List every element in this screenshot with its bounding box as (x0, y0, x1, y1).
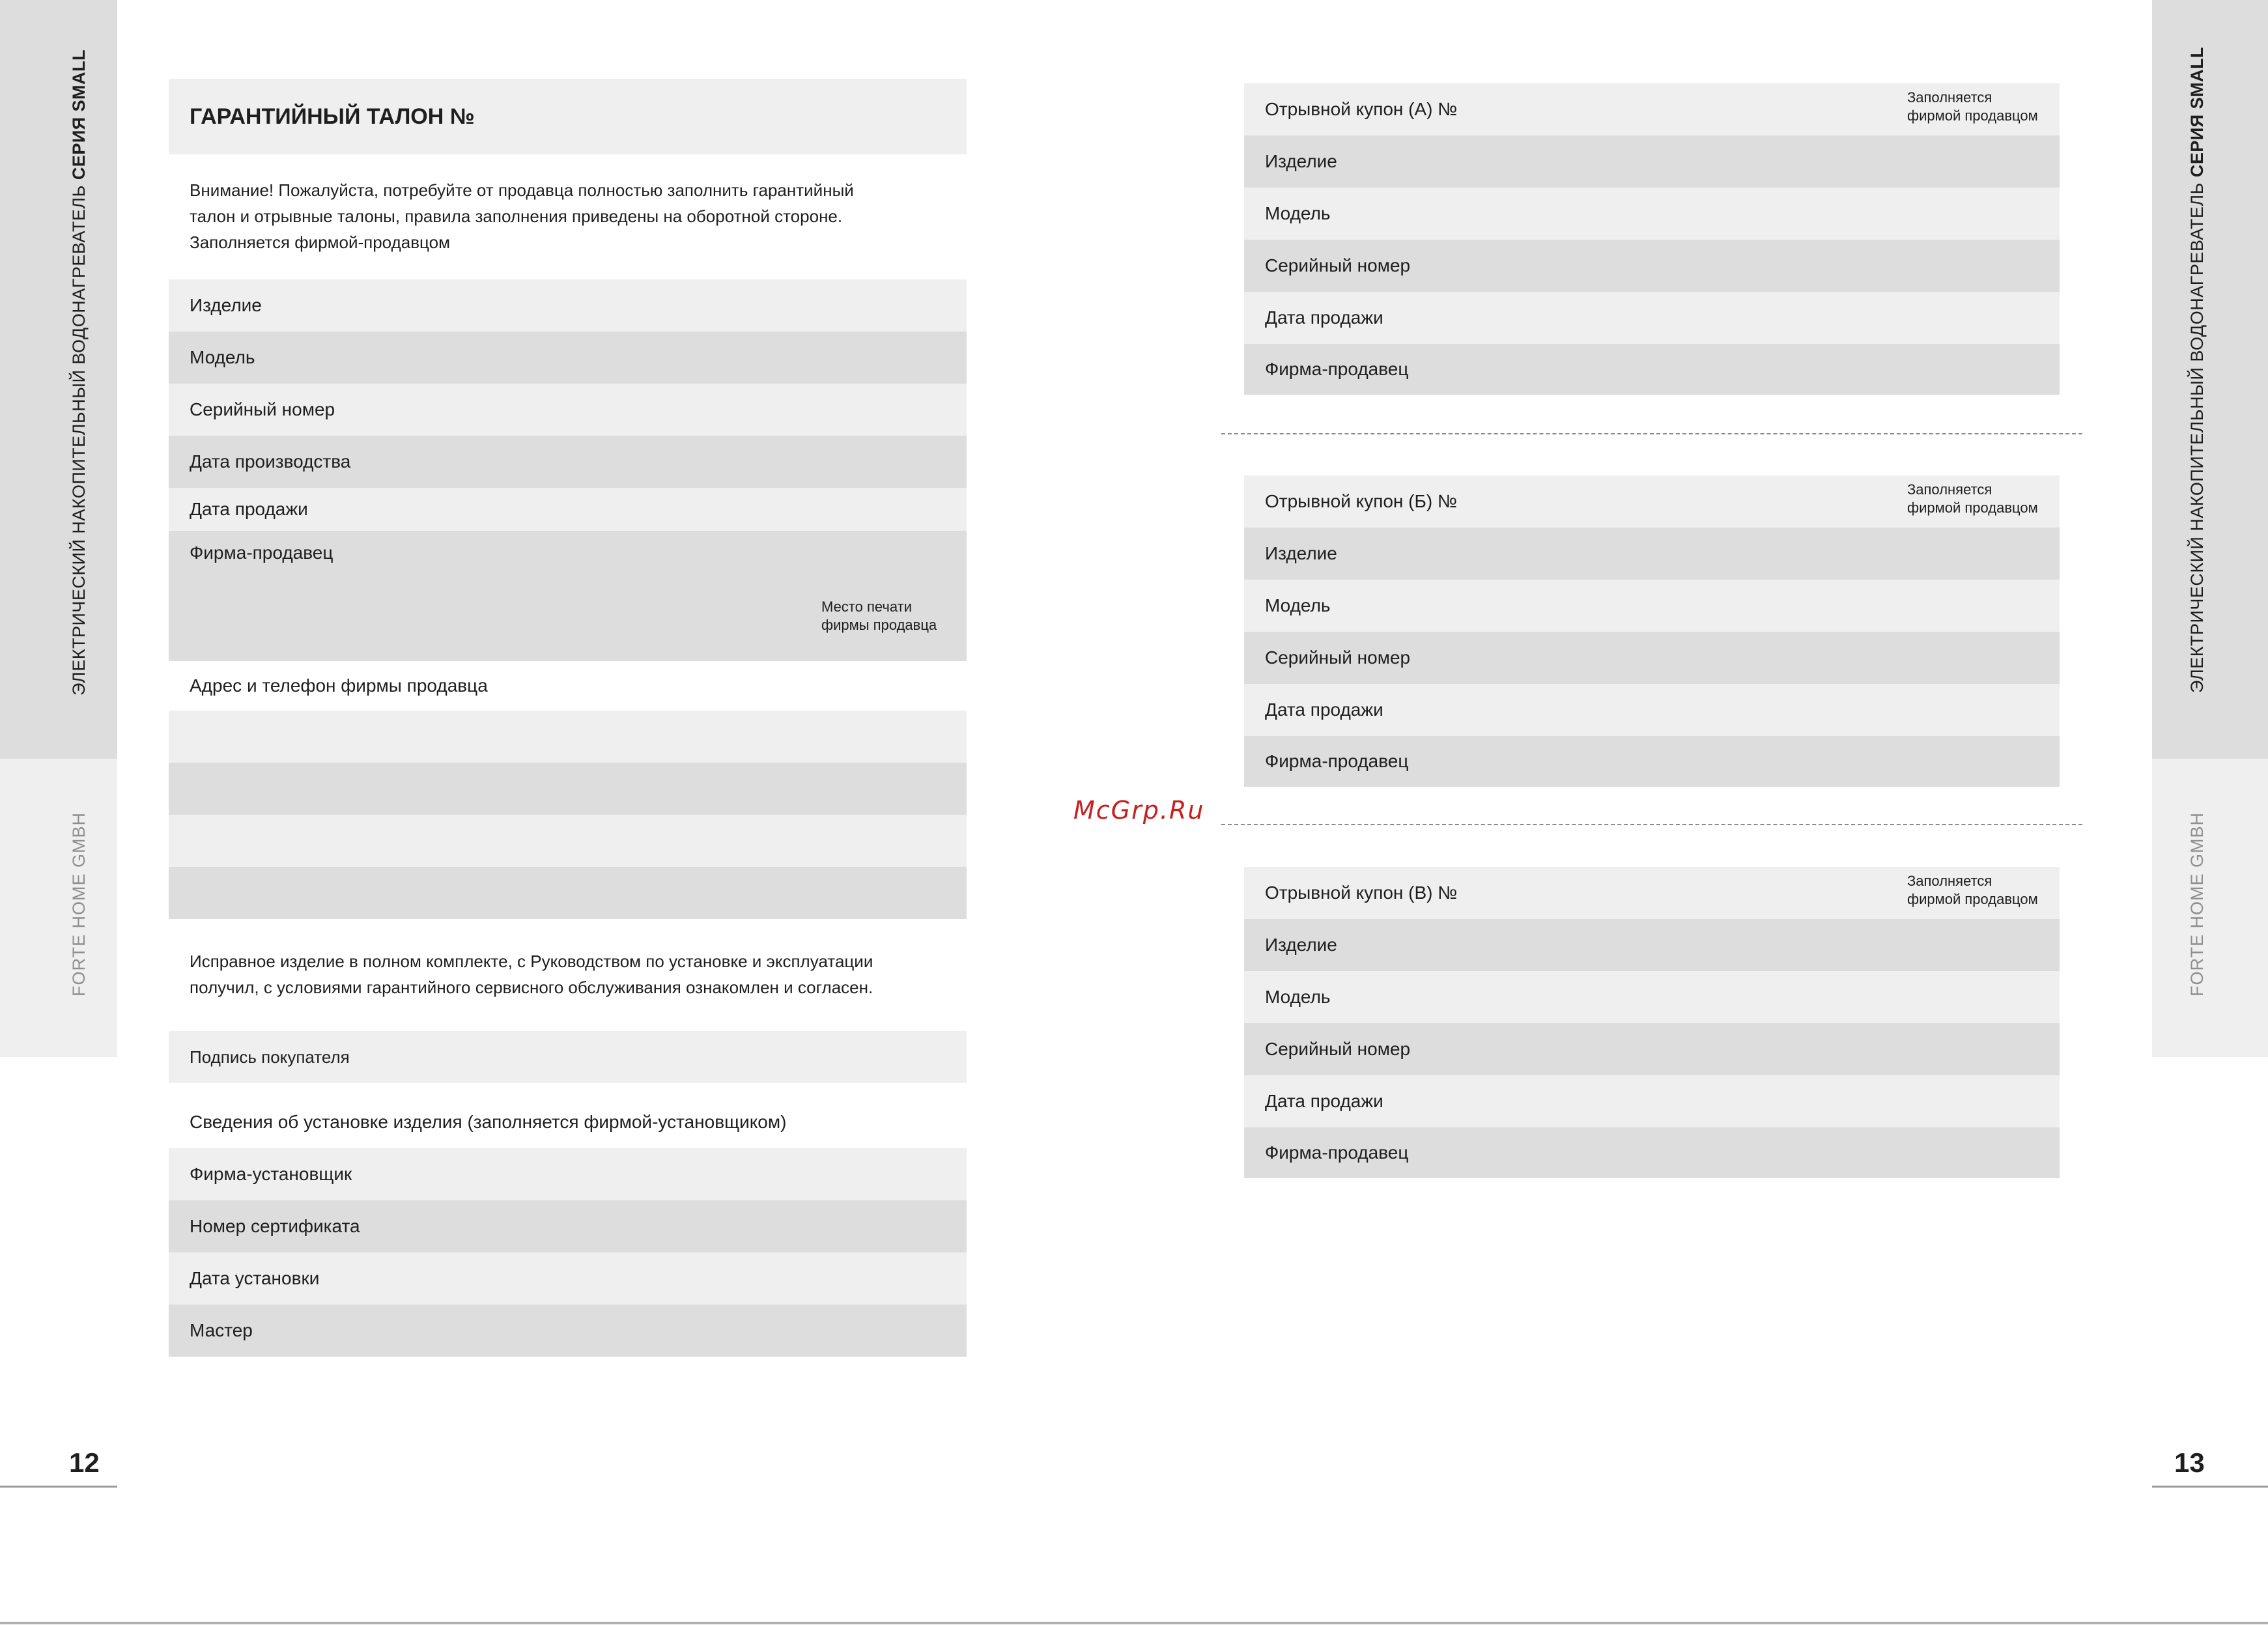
field-label: Фирма-установщик (190, 1164, 352, 1184)
field-label: Фирма-продавец (190, 543, 333, 563)
left-series-title (69, 49, 89, 696)
field-label: Модель (190, 347, 255, 367)
coupon-fill-note (1907, 872, 2038, 909)
coupon-title: Отрывной купон (В) № (1265, 883, 1458, 903)
field-serial-number[interactable] (169, 384, 967, 436)
field-label: Дата установки (190, 1268, 320, 1288)
watermark: McGrp.Ru (1073, 796, 1205, 825)
notice-line: Внимание! Пожалуйста, потребуйте от продавца полностью заполнить гарантийный (190, 180, 854, 200)
coupon-title: Отрывной купон (Б) № (1265, 491, 1458, 511)
field-seller-with-stamp[interactable] (169, 531, 967, 661)
confirmation-text (190, 948, 873, 1000)
field-technician[interactable] (169, 1305, 967, 1357)
field-certificate-number[interactable] (169, 1200, 967, 1252)
coupon-note-line: фирмой продавцом (1907, 891, 2038, 907)
coupon-a-seller[interactable] (1244, 344, 2060, 395)
left-series-name: СЕРИЯ SMALL (69, 49, 89, 180)
field-label: Изделие (1265, 935, 1337, 955)
page-rule-right (2152, 1486, 2268, 1488)
field-label: Серийный номер (1265, 647, 1411, 668)
left-series-title-text: ЭЛЕКТРИЧЕСКИЙ НАКОПИТЕЛЬНЫЙ ВОДОНАГРЕВАТЕЛЬ (69, 180, 89, 696)
field-label: Дата продажи (1265, 699, 1383, 720)
page-bottom-edge (0, 1622, 2268, 1624)
field-label: Модель (1265, 595, 1331, 615)
right-series-title-text: ЭЛЕКТРИЧЕСКИЙ НАКОПИТЕЛЬНЫЙ ВОДОНАГРЕВАТЕЛЬ (2187, 177, 2207, 693)
field-sale-date[interactable] (169, 488, 967, 531)
field-label: Изделие (1265, 151, 1337, 171)
cut-line-1 (1221, 433, 2082, 434)
field-label: Модель (1265, 987, 1331, 1007)
stamp-note-line: фирмы продавца (821, 617, 937, 633)
field-label: Фирма-продавец (1265, 359, 1409, 379)
coupon-v-seller[interactable] (1244, 1127, 2060, 1178)
warranty-title (169, 79, 967, 154)
field-label: Сведения об установке изделия (заполняется фирмой-установщиком) (190, 1112, 787, 1132)
field-label: Подпись покупателя (190, 1047, 350, 1067)
coupon-b-product[interactable] (1244, 528, 2060, 580)
right-brand: FORTE HOME GMBH (2187, 812, 2207, 996)
field-label: Дата производства (190, 451, 351, 472)
coupon-title: Отрывной купон (А) № (1265, 99, 1458, 119)
field-install-date[interactable] (169, 1252, 967, 1305)
field-label: Номер сертификата (190, 1216, 360, 1236)
right-side-tab-brand-area (2152, 759, 2268, 1057)
field-label: Адрес и телефон фирмы продавца (190, 675, 488, 696)
address-line-3[interactable] (169, 815, 967, 867)
field-installer-company[interactable] (169, 1148, 967, 1200)
coupon-note-line: фирмой продавцом (1907, 500, 2038, 516)
field-label: Дата продажи (190, 499, 308, 519)
field-label: Изделие (190, 295, 262, 315)
warranty-notice (190, 177, 854, 255)
stamp-place-note (821, 598, 937, 634)
field-label: Изделие (1265, 543, 1337, 563)
notice-line: Заполняется фирмой-продавцом (190, 233, 450, 252)
coupon-a-serial[interactable] (1244, 240, 2060, 292)
coupon-note-line: Заполняется (1907, 873, 1992, 889)
install-info-header (169, 1096, 967, 1148)
coupon-b-seller[interactable] (1244, 736, 2060, 787)
address-label-row (169, 661, 967, 711)
coupon-v-sale-date[interactable] (1244, 1075, 2060, 1127)
coupon-v-header (1244, 867, 2060, 919)
coupon-a-header (1244, 83, 2060, 135)
coupon-note-line: фирмой продавцом (1907, 107, 2038, 124)
coupon-v-model[interactable] (1244, 971, 2060, 1023)
field-product[interactable] (169, 279, 967, 332)
coupon-a-product[interactable] (1244, 135, 2060, 188)
field-label: Серийный номер (1265, 1039, 1411, 1059)
coupon-fill-note (1907, 481, 2038, 517)
field-label: Фирма-продавец (1265, 1142, 1409, 1163)
left-brand: FORTE HOME GMBH (69, 812, 89, 996)
left-side-tab (0, 0, 117, 759)
address-line-4[interactable] (169, 867, 967, 919)
field-production-date[interactable] (169, 436, 967, 488)
coupon-v-product[interactable] (1244, 919, 2060, 971)
coupon-v-serial[interactable] (1244, 1023, 2060, 1075)
coupon-fill-note (1907, 89, 2038, 125)
confirmation-line: Исправное изделие в полном комплекте, с Руководством по установке и эксплуатации (190, 952, 873, 971)
address-line-2[interactable] (169, 763, 967, 815)
page-number-right: 13 (2174, 1447, 2205, 1478)
field-label: Дата продажи (1265, 307, 1383, 328)
confirmation-line: получил, с условиями гарантийного сервисного обслуживания ознакомлен и согласен. (190, 978, 873, 997)
field-buyer-signature[interactable] (169, 1031, 967, 1083)
cut-line-2 (1221, 824, 2082, 825)
coupon-note-line: Заполняется (1907, 481, 1992, 498)
right-series-title (2187, 47, 2207, 693)
notice-line: талон и отрывные талоны, правила заполнения приведены на оборотной стороне. (190, 206, 843, 226)
page-number-left: 12 (69, 1447, 100, 1478)
coupon-a-model[interactable] (1244, 188, 2060, 240)
coupon-b-sale-date[interactable] (1244, 684, 2060, 736)
field-label: Серийный номер (190, 399, 335, 419)
coupon-a-sale-date[interactable] (1244, 292, 2060, 344)
field-label: Модель (1265, 203, 1331, 223)
right-series-name: СЕРИЯ SMALL (2187, 46, 2207, 178)
left-side-tab-brand-area (0, 759, 117, 1057)
address-line-1[interactable] (169, 711, 967, 763)
field-label: Серийный номер (1265, 255, 1411, 276)
field-model[interactable] (169, 332, 967, 384)
field-label: Мастер (190, 1320, 253, 1340)
coupon-b-header (1244, 475, 2060, 528)
right-side-tab (2152, 0, 2268, 759)
stamp-note-line: Место печати (821, 599, 912, 615)
warranty-title-text: ГАРАНТИЙНЫЙ ТАЛОН № (190, 104, 475, 129)
field-label: Дата продажи (1265, 1091, 1383, 1111)
coupon-note-line: Заполняется (1907, 89, 1992, 106)
coupon-b-model[interactable] (1244, 580, 2060, 632)
coupon-b-serial[interactable] (1244, 632, 2060, 684)
field-label: Фирма-продавец (1265, 751, 1409, 771)
page-rule-left (0, 1486, 117, 1488)
